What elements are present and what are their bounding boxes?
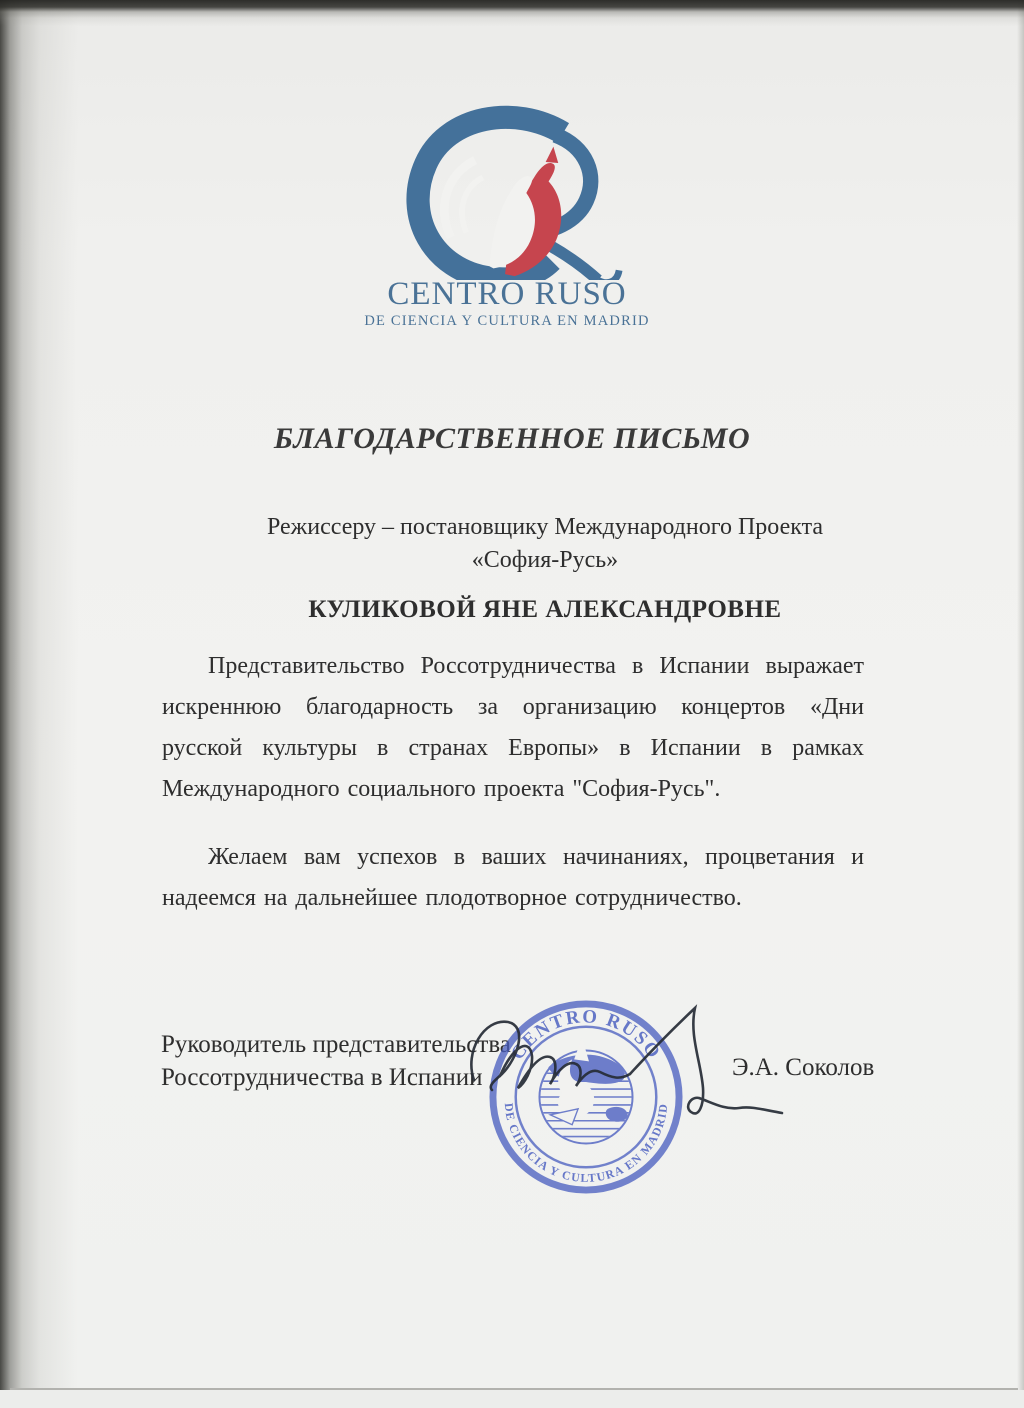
org-subtitle: DE CIENCIA Y CULTURA EN MADRID (364, 313, 650, 329)
handwritten-signature (462, 1000, 802, 1140)
signature-icon (462, 1000, 802, 1140)
signer-position-line2: Россотрудничества в Испании (161, 1064, 483, 1091)
stamp-top-text: CENTRO RUSO (506, 1006, 666, 1064)
signer-position-line1: Руководитель представительства (161, 1031, 511, 1058)
body-paragraph-1: Представительство Россотрудничества в Испании выражает искреннюю благодарность за организацию концертов «Дни русской культуры в странах Европы» в Испании в рамках Международного социального проекта "София-Русь". (162, 653, 864, 802)
stamp-bottom-text: DE CIENCIA Y CULTURA EN MADRID (501, 1102, 671, 1185)
scan-edge-bottom (0, 1390, 1024, 1408)
signer-name: Э.А. Соколов (732, 1054, 875, 1081)
scan-bottom-line (10, 1388, 1018, 1390)
addressee-line1: Режиссеру – постановщику Международного Проекта (266, 514, 824, 540)
document-title: БЛАГОДАРСТВЕННОЕ ПИСЬМО (273, 422, 751, 455)
centro-ruso-logo-icon (391, 104, 623, 280)
addressee-line2: «София-Русь» (471, 547, 619, 573)
letterhead (352, 104, 662, 330)
scan-edge-left (0, 0, 78, 1408)
org-name: CENTRO RUSO (387, 276, 627, 312)
addressee-name: КУЛИКОВОЙ ЯНЕ АЛЕКСАНДРОВНЕ (308, 596, 782, 623)
scan-edge-right (1017, 0, 1024, 1408)
letter-body (162, 646, 864, 919)
scan-edge-top (0, 0, 1024, 26)
body-paragraph-2: Желаем вам успехов в ваших начинаниях, процветания и надеемся на дальнейшее плодотворное сотрудничество. (162, 844, 864, 911)
